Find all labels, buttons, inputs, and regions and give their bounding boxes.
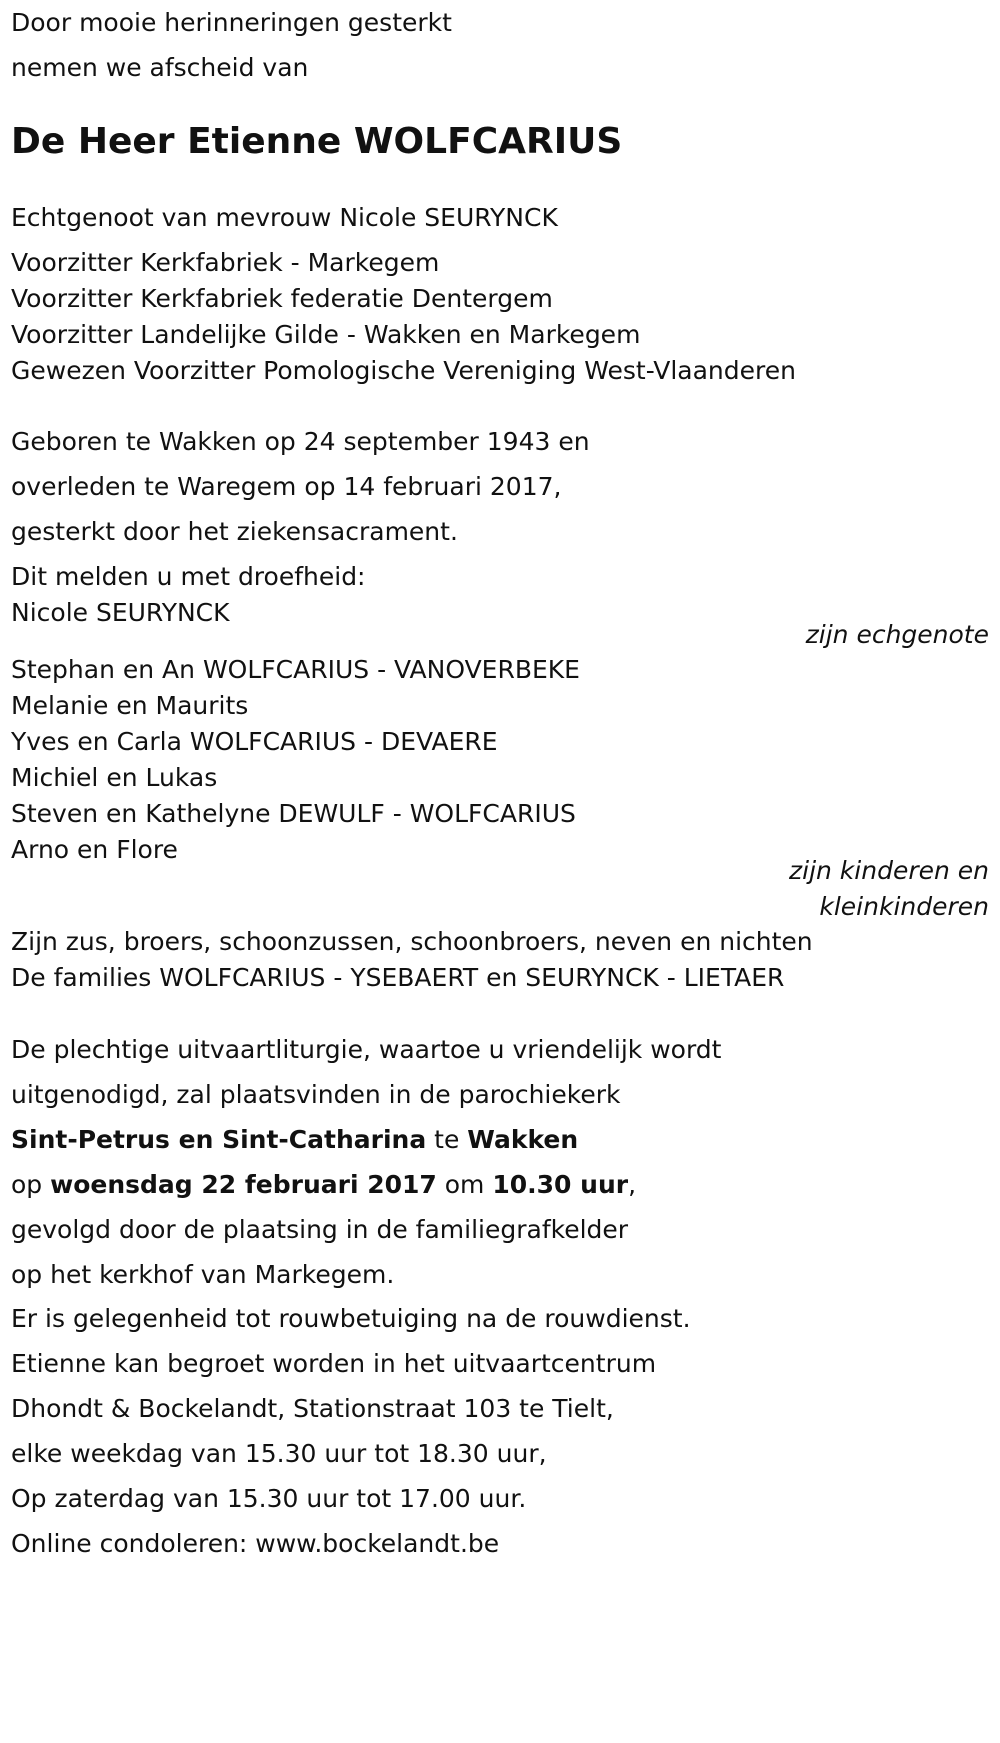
children-relation-line-2: kleinkinderen [819,892,989,921]
funeral-line-1: De plechtige uitvaartliturgie, waartoe u vriendelijk wordt [11,1035,722,1064]
role-line: Voorzitter Landelijke Gilde - Wakken en Markegem [11,320,641,349]
om-word: om [444,1170,485,1199]
family-line: Zijn zus, broers, schoonzussen, schoonbroers, neven en nichten [11,927,813,956]
deceased-name: De Heer Etienne WOLFCARIUS [11,121,623,162]
child-line: Michiel en Lukas [11,763,218,792]
funeral-line-5: gevolgd door de plaatsing in de familiegrafkelder [11,1215,629,1244]
intro-line-1: Door mooie herinneringen gesterkt [11,8,452,37]
spouse-name: Nicole SEURYNCK [11,598,230,627]
spouse-relation: zijn echgenote [805,620,989,649]
te-word: te [434,1125,460,1154]
funeral-date: woensdag 22 februari 2017 [50,1170,437,1199]
funeral-date-line [11,1170,636,1200]
role-line: Echtgenoot van mevrouw Nicole SEURYNCK [11,203,558,232]
funeral-line-7: Er is gelegenheid tot rouwbetuiging na de rouwdienst. [11,1304,691,1333]
child-line: Stephan en An WOLFCARIUS - VANOVERBEKE [11,655,580,684]
role-line: Voorzitter Kerkfabriek - Markegem [11,248,440,277]
role-line: Gewezen Voorzitter Pomologische Vereniging West-Vlaanderen [11,356,796,385]
child-line: Steven en Kathelyne DEWULF - WOLFCARIUS [11,799,576,828]
role-line: Voorzitter Kerkfabriek federatie Dentergem [11,284,553,313]
comma: , [628,1170,637,1199]
op-word: op [11,1170,43,1199]
online-condolence-line: Online condoleren: www.bockelandt.be [11,1529,500,1558]
funeral-line-10: elke weekdag van 15.30 uur tot 18.30 uur, [11,1439,547,1468]
funeral-time: 10.30 uur [492,1170,629,1199]
church-name: Sint-Petrus en Sint-Catharina [11,1125,427,1154]
funeral-line-6: op het kerkhof van Markegem. [11,1260,395,1289]
birth-death-line: overleden te Waregem op 14 februari 2017, [11,472,562,501]
funeral-line-2: uitgenodigd, zal plaatsvinden in de parochiekerk [11,1080,621,1109]
funeral-line-9: Dhondt & Bockelandt, Stationstraat 103 te Tielt, [11,1394,614,1423]
funeral-church-line [11,1125,578,1155]
children-relation-line-1: zijn kinderen en [789,856,989,885]
intro-line-2: nemen we afscheid van [11,53,309,82]
funeral-line-8: Etienne kan begroet worden in het uitvaartcentrum [11,1349,657,1378]
birth-death-line: gesterkt door het ziekensacrament. [11,517,458,546]
child-line: Arno en Flore [11,835,178,864]
town-name: Wakken [467,1125,579,1154]
funeral-line-11: Op zaterdag van 15.30 uur tot 17.00 uur. [11,1484,527,1513]
child-line: Melanie en Maurits [11,691,249,720]
announce-line: Dit melden u met droefheid: [11,562,366,591]
child-line: Yves en Carla WOLFCARIUS - DEVAERE [11,727,498,756]
family-line: De families WOLFCARIUS - YSEBAERT en SEURYNCK - LIETAER [11,963,785,992]
birth-death-line: Geboren te Wakken op 24 september 1943 en [11,427,590,456]
